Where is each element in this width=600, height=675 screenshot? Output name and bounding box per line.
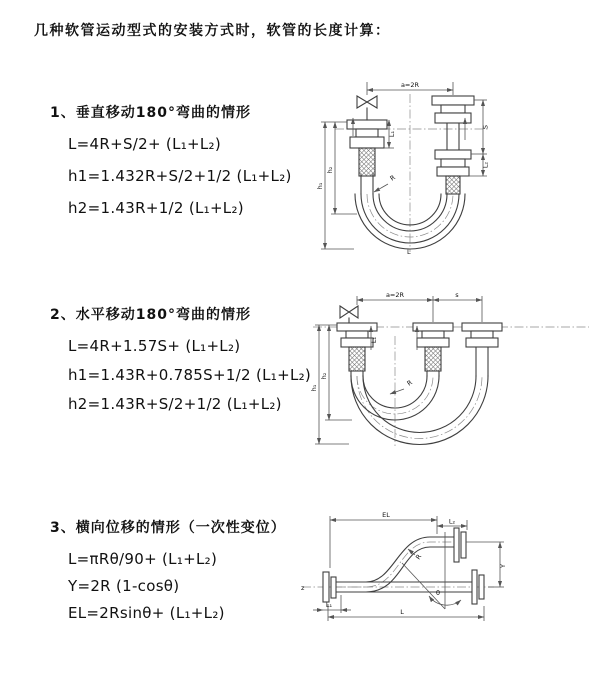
dim-label-r: R — [405, 378, 414, 388]
dim-label-h2: h₂ — [326, 166, 334, 174]
valve-icon — [340, 306, 358, 323]
section-3-heading: 3、横向位移的情形（一次性变位） — [50, 520, 286, 536]
dim-label-h2: h₂ — [320, 372, 328, 380]
diagram-vertical-180-bend — [310, 74, 592, 256]
formula-1-h1: h1=1.432R+S/2+1/2 (L₁+L₂) — [68, 167, 292, 185]
dim-label-el: EL — [382, 511, 390, 519]
section-vertical-180 — [50, 102, 292, 231]
dim-label-theta: θ — [436, 589, 440, 597]
dim-label-r: R — [388, 173, 397, 183]
section-horizontal-180 — [50, 304, 311, 424]
dim-label-l1: L₁ — [370, 336, 378, 344]
formula-3-EL: EL=2Rsinθ+ (L₁+L₂) — [68, 604, 225, 622]
diagram-horizontal-180-bend — [305, 288, 595, 450]
formula-1-h2: h2=1.43R+1/2 (L₁+L₂) — [68, 199, 244, 217]
dim-label-y: Y — [499, 564, 507, 568]
formula-3-Y: Y=2R (1-cosθ) — [68, 577, 180, 595]
hose-body — [351, 347, 488, 445]
dim-label-span: a=2R — [385, 291, 405, 299]
dim-label-l: L — [407, 248, 411, 256]
dim-label-l1: L₁ — [388, 130, 396, 138]
formula-2-h2: h2=1.43R+S/2+1/2 (L₁+L₂) — [68, 395, 282, 413]
dim-label-span: a=2R — [400, 81, 420, 89]
formula-2-h1: h1=1.43R+0.785S+1/2 (L₁+L₂) — [68, 366, 312, 384]
dim-label-l2: L₂ — [481, 161, 490, 169]
formula-1-L: L=4R+S/2+ (L₁+L₂) — [68, 135, 222, 153]
dim-label-l1: L₁ — [325, 601, 333, 609]
dim-label-z: z — [301, 584, 305, 592]
section-lateral-displacement — [50, 517, 286, 631]
dim-label-s: s — [455, 291, 459, 299]
section-1-heading: 1、垂直移动180°弯曲的情形 — [50, 105, 251, 121]
flanges — [337, 323, 502, 371]
diagram-lateral-displacement — [298, 500, 600, 645]
dim-label-h1: h₁ — [316, 182, 324, 190]
dim-label-s: S — [481, 124, 490, 130]
dim-label-h1: h₁ — [310, 384, 318, 392]
flanges — [347, 96, 474, 194]
page-title: 几种软管运动型式的安装方式时，软管的长度计算： — [34, 23, 391, 39]
dim-label-l: L — [400, 608, 404, 616]
section-2-heading: 2、水平移动180°弯曲的情形 — [50, 307, 251, 323]
dim-label-l2: L₂ — [448, 517, 456, 526]
formula-3-L: L=πRθ/90+ (L₁+L₂) — [68, 550, 218, 568]
dim-label-r: R — [414, 552, 424, 562]
dimensions — [313, 516, 504, 621]
hose-body — [336, 537, 472, 592]
valve-icon — [357, 96, 377, 120]
formula-2-L: L=4R+1.57S+ (L₁+L₂) — [68, 337, 241, 355]
